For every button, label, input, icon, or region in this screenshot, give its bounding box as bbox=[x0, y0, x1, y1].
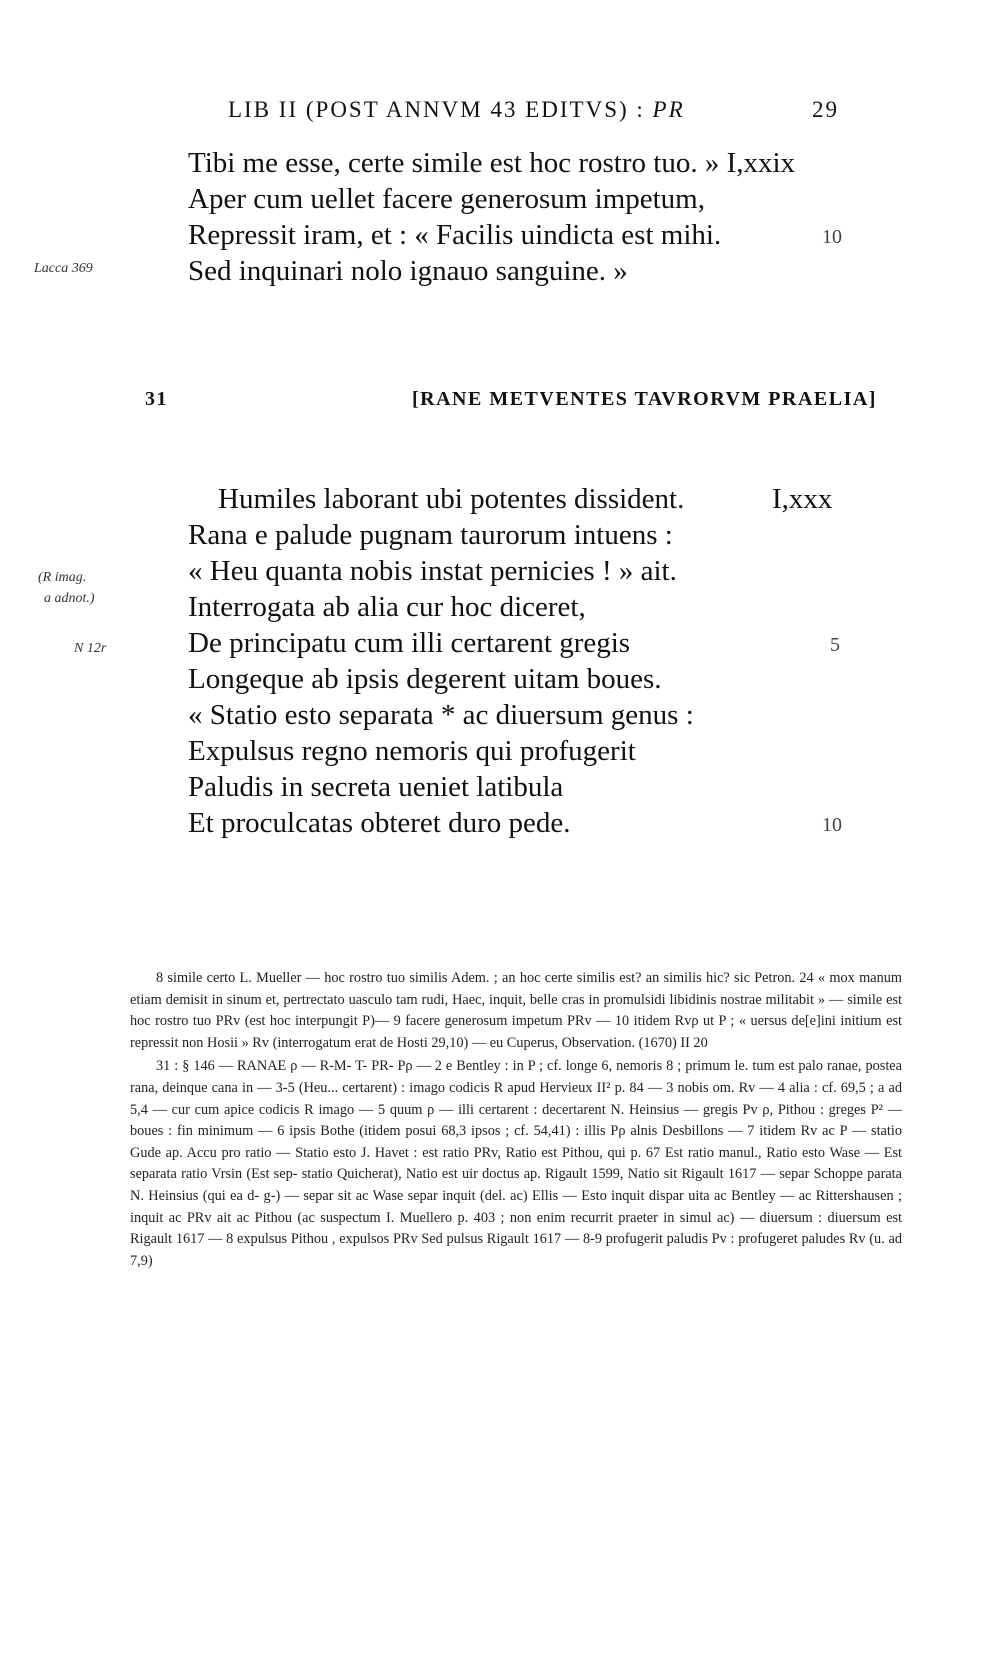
verse-line: « Heu quanta nobis instat pernicies ! » ait. bbox=[188, 555, 677, 587]
margin-note: (R imag. bbox=[38, 570, 87, 585]
verse-line: Humiles laborant ubi potentes dissident. bbox=[218, 483, 685, 515]
line-number: 5 bbox=[830, 634, 840, 656]
running-title-text: LIB II (POST ANNVM 43 EDITVS) : bbox=[228, 97, 645, 122]
verse-line: Paludis in secreta ueniet latibula bbox=[188, 771, 564, 803]
verse-line: De principatu cum illi certarent gregis bbox=[188, 627, 631, 659]
source-reference: I,xxx bbox=[772, 483, 833, 515]
critical-apparatus bbox=[130, 968, 902, 1272]
verse-line: Expulsus regno nemoris qui profugerit bbox=[188, 735, 636, 767]
verse-line: Tibi me esse, certe simile est hoc rostro tuo. » I,xxix bbox=[188, 147, 796, 179]
verse-line: Repressit iram, et : « Facilis uindicta est mihi. bbox=[188, 219, 722, 251]
line-number: 10 bbox=[822, 814, 842, 836]
verse-line: Sed inquinari nolo ignauo sanguine. » bbox=[188, 255, 628, 287]
fable-title: [RANE METVENTES TAVRORVM PRAELIA] bbox=[412, 388, 877, 410]
margin-note: N 12r bbox=[74, 641, 107, 656]
apparatus-note: 8 simile certo L. Mueller — hoc rostro tuo similis Adem. ; an hoc certe similis est? an similis hic? sic Petron. 24 « mox manum etiam demisit in sinum et, pertrectato uasculo tam rudi, Haec, inquit, belle cras in promulsidi libidinis nostrae militabit » — simile est hoc rostro tuo PRv (est hoc interpungit P)— 9 facere generosum impetum PRv — 10 itidem Rvρ ut P ; « uersus de[e]ini initium est repressit non Hosii » Rv (interrogatum erat de Hosti 29,10) — eu Cuperus, Observation. (1670) II 20 bbox=[130, 970, 902, 1051]
verse-line: Interrogata ab alia cur hoc diceret, bbox=[188, 591, 586, 623]
page-number: 29 bbox=[812, 97, 839, 122]
apparatus-note: 31 : § 146 — RANAE ρ — R-M- T- PR- Pρ — 2 e Bentley : in P ; cf. longe 6, nemoris 8 ; primum le. tum est palo ranae, postea rana, deinque cana in — 3-5 (Heu... certarent) : imago codicis R apud Hervieux II² p. 84 — 3 nobis om. Rv — 4 alia : cf. 69,5 ; a ad 5,4 — cur cum apice codicis R imago — 5 quum ρ — illi certarent : decertarent N. Heinsius — gregis Pv ρ, Pithou : greges P² — boues : fin minimum — 6 ipsis Bothe (itidem posui 68,3 ipsos ; cf. 54,41) : illis Pρ alnis Desbillons — 7 itidem Rv ac P — statio Gude ap. Accu pro ratio — Statio esto J. Havet : est ratio PRv, Ratio est Pithou, qui p. 67 Est ratio manul., Ratio esto Wase — Est separata ratio Vrsin (Est sep- statio Quicherat), Natio est uir doctus ap. Rigault 1599, Natio sit Rigault 1617 — separ Schoppe parata N. Heinsius (qui ea d- g-) — separ sit ac Wase separ inquit (del. ac) Ellis — Esto inquit dispar uita ac Bentley — ac Rittershausen ; inquit ac PRv ait ac Pithou (ac suspectum I. Muellero p. 403 ; non enim recurrit praeter in simul ac) — diuersum : diuersum est Rigault 1617 — 8 expulsus Pithou , expulsos PRv Sed pulsus Rigault 1617 — 8-9 profugerit paludis Pv : profugeret paludes Rv (u. ad 7,9) bbox=[130, 1058, 902, 1269]
verse-line: « Statio esto separata * ac diuersum genus : bbox=[188, 699, 694, 731]
verse-line: Longeque ab ipsis degerent uitam boues. bbox=[188, 663, 662, 695]
margin-note: Lacca 369 bbox=[34, 261, 93, 276]
verse-line: Et proculcatas obteret duro pede. bbox=[188, 807, 571, 839]
line-number: 10 bbox=[822, 226, 842, 248]
verse-line: Rana e palude pugnam taurorum intuens : bbox=[188, 519, 673, 551]
verse-line: Aper cum uellet facere generosum impetum, bbox=[188, 183, 705, 215]
margin-note: a adnot.) bbox=[44, 591, 95, 606]
fable-number: 31 bbox=[145, 388, 168, 410]
running-title bbox=[228, 97, 685, 123]
running-title-siglum: PR bbox=[652, 97, 685, 122]
